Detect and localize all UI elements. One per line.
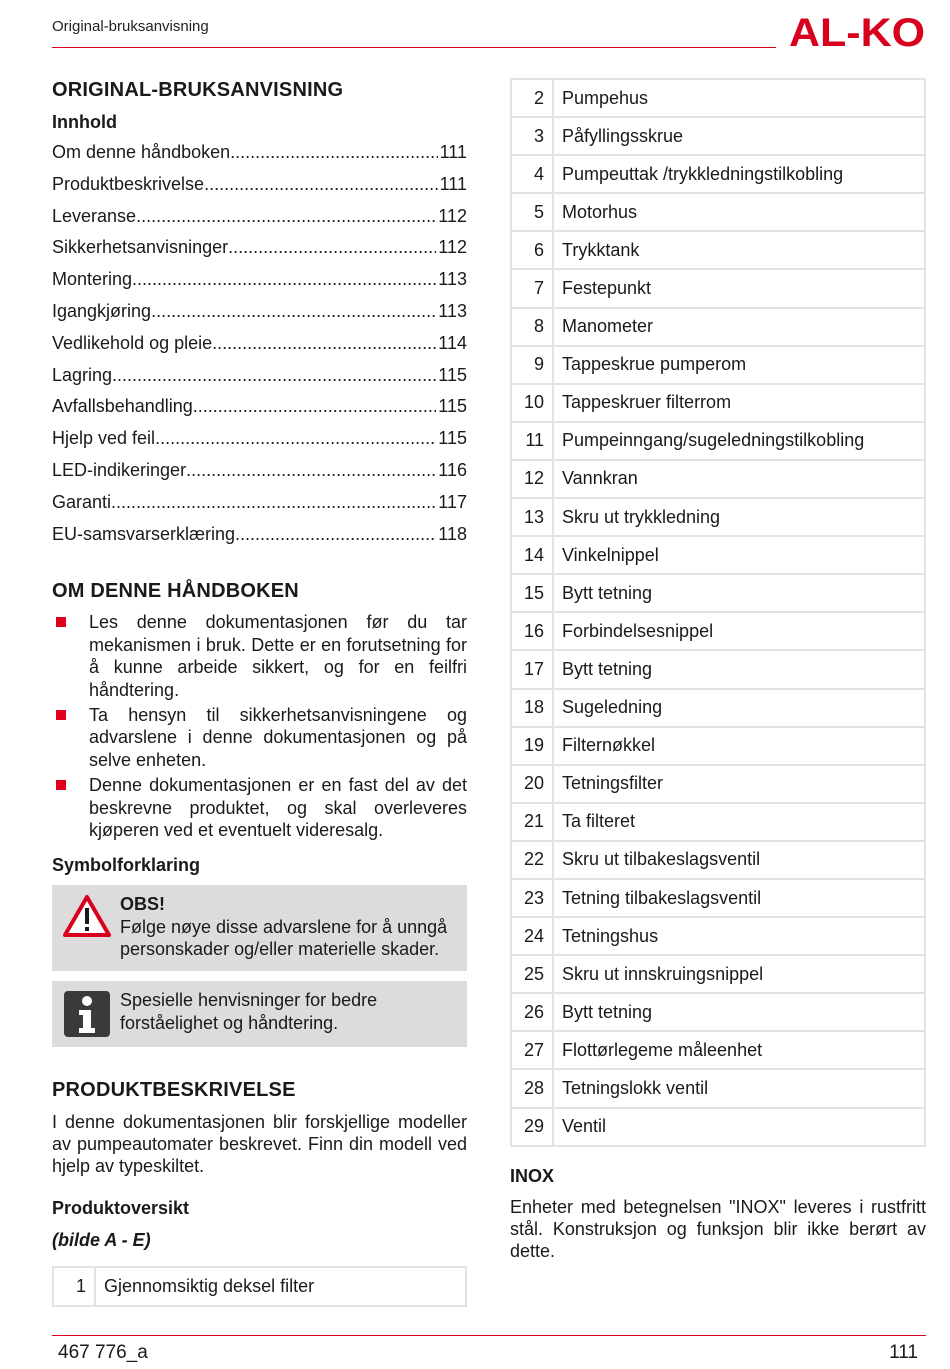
part-name: Skru ut innskruingsnippel — [553, 955, 925, 993]
toc-entry-page: 118 — [438, 523, 467, 544]
part-name: Vannkran — [553, 460, 925, 498]
parts-table-row — [511, 917, 925, 955]
part-number: 24 — [511, 917, 553, 955]
parts-table-row — [53, 1267, 466, 1305]
toc-entry-title: Igangkjøring — [52, 300, 152, 321]
part-number: 26 — [511, 993, 553, 1031]
parts-table-row — [511, 536, 925, 574]
toc-entry-title: Sikkerhetsanvisninger — [52, 237, 229, 258]
toc-entry[interactable] — [52, 236, 467, 268]
parts-table-row — [511, 803, 925, 841]
part-number: 13 — [511, 498, 553, 536]
parts-table-row — [511, 689, 925, 727]
part-name: Tappeskruer filterrom — [553, 384, 925, 422]
part-name: Filternøkkel — [553, 727, 925, 765]
warning-text: Følge nøye disse advarslene for å unngå personskader og/eller materielle skader. — [120, 916, 448, 960]
part-name: Tetningsfilter — [553, 765, 925, 803]
info-note — [52, 981, 467, 1047]
table-of-contents — [52, 141, 467, 554]
product-intro: I denne dokumentasjonen blir forskjellige modeller av pumpeautomater beskrevet. Finn din modell ved hjelp av typeskiltet. — [52, 1112, 467, 1177]
toc-entry-page: 115 — [438, 428, 467, 449]
part-name: Bytt tetning — [553, 993, 925, 1031]
parts-table-row — [511, 422, 925, 460]
toc-entry[interactable] — [52, 205, 467, 237]
parts-table-row — [511, 155, 925, 193]
parts-table-row — [511, 308, 925, 346]
part-name: Tappeskrue pumperom — [553, 346, 925, 384]
parts-table-row — [511, 498, 925, 536]
toc-entry-page: 114 — [438, 332, 467, 353]
bullet-text: Les denne dokumentasjonen før du tar mekanismen i bruk. Dette er en forutsetning for å kunne arbeide sikkert, og for en feilfri håndtering. — [89, 612, 467, 700]
part-name: Pumpehus — [553, 79, 925, 117]
toc-leader-dots — [212, 332, 436, 354]
toc-entry-title: EU-samsvarserklæring — [52, 523, 236, 544]
parts-table-row — [511, 1031, 925, 1069]
part-number: 14 — [511, 536, 553, 574]
parts-table-row — [511, 574, 925, 612]
toc-entry-page: 115 — [438, 396, 467, 417]
part-number: 1 — [53, 1267, 95, 1305]
warning-title: OBS! — [120, 894, 165, 915]
parts-table-row — [511, 269, 925, 307]
part-name: Tetningshus — [553, 917, 925, 955]
toc-entry-page: 112 — [438, 205, 467, 226]
toc-entry[interactable] — [52, 173, 467, 205]
part-name: Pumpeuttak /trykkledningstilkobling — [553, 155, 925, 193]
toc-entry-title: Garanti — [52, 491, 112, 512]
parts-table-row — [511, 879, 925, 917]
toc-entry-title: Hjelp ved feil — [52, 428, 156, 449]
toc-entry-title: Montering — [52, 269, 133, 290]
warning-triangle-icon — [62, 893, 110, 963]
toc-entry-page: 111 — [439, 142, 467, 162]
part-name: Manometer — [553, 308, 925, 346]
toc-leader-dots — [112, 364, 436, 386]
toc-entry-title: Om denne håndboken — [52, 142, 231, 162]
toc-entry[interactable] — [52, 491, 467, 523]
part-number: 5 — [511, 193, 553, 231]
part-number: 18 — [511, 689, 553, 727]
toc-entry[interactable] — [52, 300, 467, 332]
part-name: Motorhus — [553, 193, 925, 231]
parts-table-row — [511, 460, 925, 498]
bullet-item — [52, 774, 467, 841]
toc-entry-title: LED-indikeringer — [52, 459, 187, 480]
part-name: Forbindelsesnippel — [553, 612, 925, 650]
overview-heading: Produktoversikt — [52, 1198, 190, 1219]
toc-entry[interactable] — [52, 523, 467, 555]
part-name: Påfyllingsskrue — [553, 117, 925, 155]
parts-table-left — [52, 1266, 467, 1306]
toc-entry[interactable] — [52, 364, 467, 396]
bullet-square-icon — [56, 780, 66, 790]
part-name: Festepunkt — [553, 269, 925, 307]
toc-leader-dots — [204, 173, 438, 195]
part-number: 17 — [511, 650, 553, 688]
parts-table-row — [511, 117, 925, 155]
toc-entry[interactable] — [52, 395, 467, 427]
toc-entry-page: 116 — [438, 459, 467, 480]
toc-leader-dots — [230, 141, 437, 163]
part-number: 10 — [511, 384, 553, 422]
bullet-text: Ta hensyn til sikkerhetsanvisningene og advarslene i denne dokumentasjonen og på selve enheten. — [89, 704, 467, 770]
part-number: 3 — [511, 117, 553, 155]
toc-entry[interactable] — [52, 459, 467, 491]
parts-table-row — [511, 727, 925, 765]
document-number: 467 776_a — [58, 1342, 148, 1363]
toc-leader-dots — [155, 427, 436, 449]
contents-heading: Innhold — [52, 112, 117, 132]
part-number: 22 — [511, 841, 553, 879]
part-name: Gjennomsiktig deksel filter — [95, 1267, 466, 1305]
part-number: 7 — [511, 269, 553, 307]
part-number: 9 — [511, 346, 553, 384]
toc-entry-title: Avfallsbehandling — [52, 396, 193, 417]
right-column — [510, 78, 926, 1262]
left-column — [52, 78, 467, 1307]
part-name: Trykktank — [553, 231, 925, 269]
part-number: 12 — [511, 460, 553, 498]
part-number: 25 — [511, 955, 553, 993]
about-heading: OM DENNE HÅNDBOKEN — [52, 580, 299, 603]
toc-entry-page: 113 — [438, 269, 467, 290]
part-number: 29 — [511, 1108, 553, 1146]
part-name: Ventil — [553, 1108, 925, 1146]
part-name: Bytt tetning — [553, 650, 925, 688]
parts-table-row — [511, 384, 925, 422]
part-number: 6 — [511, 231, 553, 269]
parts-table-row — [511, 193, 925, 231]
part-number: 2 — [511, 79, 553, 117]
part-number: 27 — [511, 1031, 553, 1069]
toc-leader-dots — [186, 459, 436, 481]
alko-logo — [789, 14, 927, 50]
toc-entry-title: Vedlikehold og pleie — [52, 332, 213, 353]
toc-entry-page: 112 — [438, 237, 467, 258]
part-name: Skru ut tilbakeslagsventil — [553, 841, 925, 879]
toc-leader-dots — [235, 523, 436, 545]
bullet-square-icon — [56, 710, 66, 720]
parts-table-row — [511, 1069, 925, 1107]
header-rule — [52, 47, 776, 48]
toc-leader-dots — [193, 395, 437, 417]
part-number: 20 — [511, 765, 553, 803]
parts-table-row — [511, 346, 925, 384]
parts-table-row — [511, 79, 925, 117]
part-name: Skru ut trykkledning — [553, 498, 925, 536]
part-number: 23 — [511, 879, 553, 917]
parts-table-row — [511, 650, 925, 688]
footer-rule — [52, 1335, 926, 1336]
toc-leader-dots — [111, 491, 436, 513]
part-name: Sugeledning — [553, 689, 925, 727]
part-number: 11 — [511, 422, 553, 460]
part-name: Bytt tetning — [553, 574, 925, 612]
parts-table-row — [511, 1108, 925, 1146]
page-title: ORIGINAL-BRUKSANVISNING — [52, 79, 344, 101]
inox-text: Enheter med betegnelsen "INOX" leveres i rustfritt stål. Konstruksjon og funksjon blir ikke berørt av dette. — [510, 1196, 926, 1261]
toc-leader-dots — [151, 300, 436, 322]
toc-leader-dots — [228, 236, 436, 258]
figure-reference: (bilde A - E) — [52, 1230, 151, 1251]
symbols-heading: Symbolforklaring — [52, 855, 201, 876]
info-icon — [62, 989, 110, 1039]
part-number: 15 — [511, 574, 553, 612]
toc-entry-page: 117 — [438, 491, 467, 512]
part-number: 4 — [511, 155, 553, 193]
bullet-square-icon — [56, 617, 66, 627]
toc-leader-dots — [136, 205, 436, 227]
toc-entry[interactable] — [52, 332, 467, 364]
toc-entry-title: Leveranse — [52, 205, 137, 226]
parts-table-row — [511, 955, 925, 993]
parts-table-row — [511, 993, 925, 1031]
part-name: Flottørlegeme måleenhet — [553, 1031, 925, 1069]
parts-table-row — [511, 231, 925, 269]
parts-table-row — [511, 612, 925, 650]
inox-heading: INOX — [510, 1165, 555, 1186]
toc-entry-title: Produktbeskrivelse — [52, 173, 205, 194]
svg-text:AL-KO: AL-KO — [789, 14, 925, 50]
part-name: Tetningslokk ventil — [553, 1069, 925, 1107]
product-heading: PRODUKTBESKRIVELSE — [52, 1079, 296, 1102]
bullet-item — [52, 704, 467, 771]
part-name: Vinkelnippel — [553, 536, 925, 574]
bullet-text: Denne dokumentasjonen er en fast del av det beskrevne produktet, og skal overleveres kjøperen ved et eventuelt videresalg. — [89, 775, 467, 841]
part-name: Pumpeinngang/sugeledningstilkobling — [553, 422, 925, 460]
parts-table-row — [511, 841, 925, 879]
toc-entry[interactable] — [52, 141, 467, 173]
about-bullet-list — [52, 611, 467, 841]
toc-entry-page: 113 — [438, 300, 467, 321]
toc-entry-page: 111 — [439, 173, 467, 194]
toc-entry[interactable] — [52, 268, 467, 300]
part-number: 19 — [511, 727, 553, 765]
toc-leader-dots — [132, 268, 436, 290]
running-header: Original-bruksanvisning — [52, 18, 209, 35]
bullet-item — [52, 611, 467, 701]
part-number: 28 — [511, 1069, 553, 1107]
toc-entry[interactable] — [52, 427, 467, 459]
part-number: 21 — [511, 803, 553, 841]
parts-table-right — [510, 78, 926, 1147]
part-number: 8 — [511, 308, 553, 346]
part-name: Tetning tilbakeslagsventil — [553, 879, 925, 917]
part-number: 16 — [511, 612, 553, 650]
info-text: Spesielle henvisninger for bedre forståelighet og håndtering. — [120, 990, 378, 1033]
toc-entry-page: 115 — [438, 364, 467, 385]
warning-note — [52, 885, 467, 971]
toc-entry-title: Lagring — [52, 364, 113, 385]
page-number: 111 — [889, 1342, 918, 1363]
parts-table-row — [511, 765, 925, 803]
part-name: Ta filteret — [553, 803, 925, 841]
